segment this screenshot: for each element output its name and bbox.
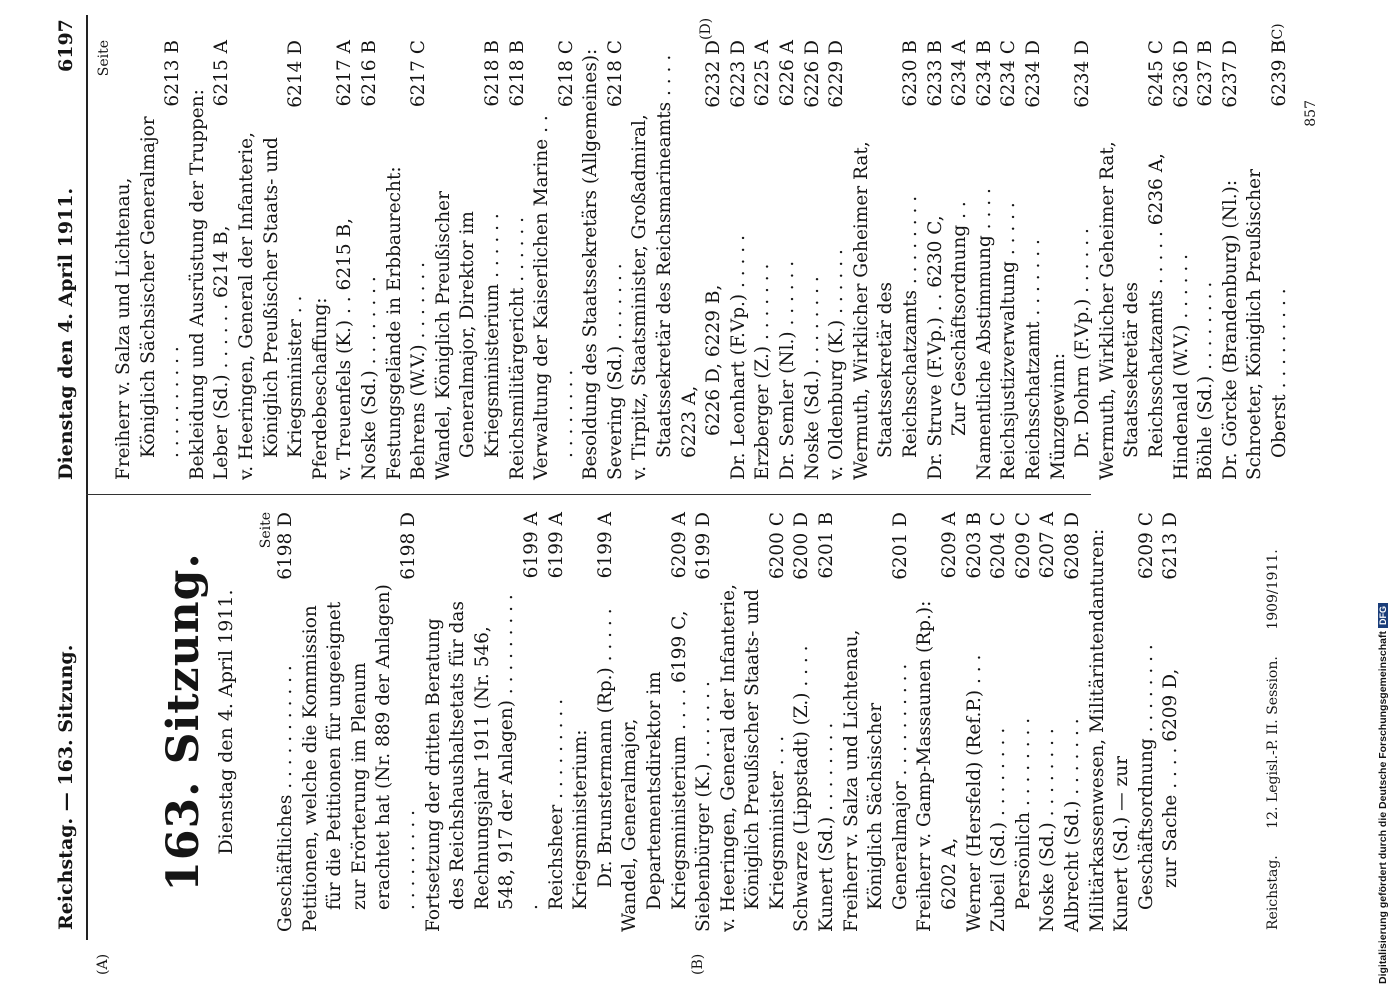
- index-entry: [825, 40, 850, 480]
- entry-text: Behrens (W.V.) . . . . . . .: [408, 262, 430, 480]
- entry-text: Dr. Leonhart (F.Vp.) . . . . .: [727, 235, 749, 480]
- index-entry: [1036, 512, 1061, 932]
- entry-text: Siebenbürger (K.) . . . . . . .: [693, 681, 715, 932]
- margin-a: (A): [95, 953, 111, 975]
- entry-text: Wandel, Königlich Preußischer Generalmajor, Direktor im Kriegsministerium . . . . . .: [432, 191, 503, 480]
- entry-page-ref: 6217 C: [408, 40, 430, 108]
- entry-text: Dr. Semler (Nl.) . . . . . .: [777, 260, 799, 480]
- index-entry: [948, 40, 973, 480]
- index-entry: [973, 40, 998, 480]
- footer-left: Reichstag.: [1265, 855, 1281, 930]
- entry-page-ref: 6213 D: [1160, 512, 1182, 580]
- entry-text: Noske (Sd.) . . . . . . . .: [358, 276, 380, 480]
- index-entry: [186, 40, 211, 480]
- entry-page-ref: 6237 B: [1195, 40, 1217, 107]
- index-entry: [235, 40, 309, 480]
- entry-text: Dr. Dohrn (F.Vp.) . . . . . .: [1072, 228, 1094, 458]
- entry-page-ref: 6200 D: [791, 512, 813, 580]
- index-entry: [1096, 40, 1170, 480]
- seite-label-right: Seite: [96, 40, 112, 77]
- index-entry: [1110, 512, 1159, 932]
- entry-text: Wermuth, Wirklicher Geheimer Rat, Staatssekretär des Reichsschatzamts . . . . . 6236 A,: [1096, 141, 1167, 480]
- entry-page-ref: 6218 B: [506, 40, 528, 107]
- entry-page-ref: 6229 D: [826, 40, 848, 108]
- footer-right: 1909/1911.: [1265, 549, 1281, 630]
- entry-text: Bekleidung und Ausrüstung der Truppen:: [186, 89, 208, 480]
- index-entry: [1022, 40, 1047, 480]
- index-entry: [530, 40, 579, 480]
- entry-page-ref: 6217 A: [334, 40, 356, 107]
- index-entry: [1159, 512, 1184, 932]
- index-entry: [924, 40, 949, 480]
- entry-text: Böhle (Sd.) . . . . . . . .: [1195, 281, 1217, 480]
- entry-page-ref: 6223 D: [727, 40, 749, 108]
- entry-text: v. Tirpitz, Staatsminister, Großadmiral, Staatssekretär des Reichsmarineamts . . . . 6223 A,: [629, 54, 700, 480]
- entry-page-ref: 6208 D: [1062, 512, 1083, 580]
- entry-text: zur Sache . . . . 6209 D,: [1160, 668, 1182, 888]
- entry-text: Geschäftliches . . . . . . . . . . .: [275, 665, 296, 932]
- index-entry: [1170, 40, 1195, 480]
- seite-label: Seite: [258, 512, 274, 549]
- index-entry: [801, 40, 826, 480]
- entry-text: Schwarze (Lippstadt) (Z.) . . . .: [791, 645, 813, 932]
- index-entry: [963, 512, 988, 932]
- index-entry: [1194, 40, 1219, 480]
- entry-page-ref: 6214 D: [285, 40, 307, 108]
- entry-page-ref: 6226 A: [777, 40, 799, 107]
- header-rule: [86, 15, 88, 940]
- index-entry: [383, 40, 408, 480]
- index-entry: [628, 40, 702, 480]
- session-title: 163. Sitzung.: [158, 552, 209, 892]
- entry-text: Kunert (Sd.) . . . . . . . .: [816, 722, 838, 932]
- entry-text: Zur Geschäftsordnung . .: [949, 201, 971, 436]
- entry-text: Albrecht (Sd.) . . . . . . .: [1062, 718, 1083, 932]
- entry-page-ref: 6199 D: [693, 512, 715, 580]
- dfg-logo: DFG: [1378, 603, 1388, 628]
- index-entry: [422, 512, 545, 932]
- entry-text: Pferdebeschaffung:: [309, 297, 331, 480]
- entry-text: Verwaltung der Kaiserlichen Marine . . . . . . . . . .: [531, 115, 577, 480]
- entry-page-ref: 6198 D: [397, 512, 419, 580]
- index-entry: [790, 512, 815, 932]
- entry-page-ref: 6201 B: [816, 512, 838, 579]
- index-entry: [210, 40, 235, 480]
- index-entry: [1243, 40, 1292, 480]
- index-entry: [702, 40, 727, 480]
- index-entry: [987, 512, 1012, 932]
- header-center: Dienstag den 4. April 1911.: [55, 187, 77, 480]
- footer-middle: 12. Legisl.-P. II. Session.: [1265, 656, 1281, 829]
- entry-page-ref: 6199 A: [520, 512, 542, 579]
- entry-text: Dr. Struve (F.Vp.) . . 6230 C,: [924, 215, 946, 480]
- index-entry: [717, 512, 791, 932]
- entry-page-ref: 6234 D: [1022, 40, 1044, 108]
- index-entry: [997, 40, 1022, 480]
- index-entry: [569, 512, 594, 932]
- entry-text: Leber (Sd.) . . . . . . 6214 B,: [211, 225, 233, 480]
- entry-page-ref: 6200 C: [766, 512, 788, 580]
- index-entry: [751, 40, 776, 480]
- entry-text: Freiherr v. Gamp-Massaunen (Rp.): 6202 A,: [914, 600, 961, 932]
- index-entry: [815, 512, 840, 932]
- index-entry: [112, 40, 186, 480]
- running-header: [55, 0, 83, 1000]
- entry-page-ref: 6239 B: [1268, 40, 1290, 107]
- right-entry-list: [112, 40, 1293, 480]
- entry-page-ref: 6218 C: [604, 40, 626, 108]
- entry-page-ref: 6234 B: [973, 40, 995, 107]
- entry-page-ref: 6234 D: [1072, 40, 1094, 108]
- entry-text: Münzgewinn:: [1047, 352, 1069, 480]
- session-date: Dienstag den 4. April 1911.: [215, 589, 237, 855]
- entry-page-ref: 6234 A: [949, 40, 971, 107]
- index-entry: [604, 40, 629, 480]
- left-column: [96, 512, 1184, 932]
- index-entry: [299, 512, 422, 932]
- entry-text: Noske (Sd.) . . . . . . . .: [1037, 728, 1059, 932]
- entry-text: v. Heeringen, General der Infanterie, Königlich Preußischer Staats- und Kriegsminister . .: [235, 132, 307, 480]
- entry-page-ref: 6233 B: [924, 40, 946, 107]
- entry-page-ref: 6216 B: [358, 40, 380, 107]
- entry-page-ref: 6234 C: [998, 40, 1020, 108]
- funding-note: [1377, 603, 1389, 984]
- entry-text: Reichsheer . . . . . . . . .: [545, 698, 567, 910]
- entry-text: Fortsetzung der dritten Beratung des Reichshaushaltsetats für das Rechnungsjahr 1911 (Nr. 546, 548, 917 der Anlagen) . . . . . . . . . .: [422, 594, 542, 932]
- left-entry-list: [274, 512, 1184, 932]
- entry-page-ref: 6213 B: [162, 40, 184, 107]
- index-entry: [1061, 512, 1086, 932]
- index-entry: [692, 512, 717, 932]
- index-entry: [913, 512, 962, 932]
- index-entry: [274, 512, 299, 932]
- right-column: [96, 40, 1323, 480]
- index-entry: [618, 512, 692, 932]
- entry-text: Festungsgelände in Erbbaurecht:: [383, 166, 405, 480]
- index-entry: [1071, 40, 1096, 480]
- entry-text: Noske (Sd.) . . . . . . . .: [801, 276, 823, 480]
- entry-text: Militärkassenwesen, Militärintendanturen:: [1086, 528, 1108, 932]
- entry-page-ref: 6209 C: [1135, 512, 1157, 580]
- footer: [1265, 500, 1281, 930]
- entry-text: Dr. Brunstermann (Rp.) . . . . .: [594, 608, 616, 888]
- margin-d: (D): [698, 17, 714, 40]
- margin-c: (C): [1270, 23, 1286, 45]
- entry-text: Reichsjustizverwaltung . . . . .: [998, 202, 1020, 480]
- index-entry: [727, 40, 752, 480]
- header-left: Reichstag. — 163. Sitzung.: [55, 644, 77, 930]
- index-entry: [776, 40, 801, 480]
- index-entry: [358, 40, 383, 480]
- entry-page-ref: 6226 D: [801, 40, 823, 108]
- entry-text: Erzberger (Z.) . . . . . . .: [752, 263, 774, 480]
- index-entry: [850, 40, 924, 480]
- entry-page-ref: 6225 A: [752, 40, 774, 107]
- entry-page-ref: 6209 A: [668, 512, 690, 579]
- entry-page-ref: 6198 D: [275, 512, 296, 580]
- margin-b: (B): [690, 953, 706, 975]
- entry-page-ref: 6207 A: [1037, 512, 1059, 579]
- entry-text: Reichsmilitärgericht . . . . . .: [506, 217, 528, 480]
- entry-text: v. Oldenburg (K.) . . . . . .: [826, 249, 848, 480]
- index-entry: [333, 40, 358, 480]
- entry-text: Reichsschatzamt . . . . . . .: [1022, 239, 1044, 480]
- entry-page-ref: 6237 D: [1219, 40, 1241, 108]
- index-entry: [579, 40, 604, 480]
- entry-text: Freiherr v. Salza und Lichtenau, Königlich Sächsischer Generalmajor . . . . . . . . . .: [113, 116, 184, 480]
- entry-page-ref: 6218 C: [555, 40, 577, 108]
- entry-text: Dr. Görcke (Brandenburg) (Nl.):: [1219, 179, 1241, 480]
- entry-text: Besoldung des Staatssekretärs (Allgemeines):: [580, 48, 602, 480]
- index-entry: [1012, 512, 1037, 932]
- entry-page-ref: 6209 A: [939, 512, 961, 579]
- entry-text: Zubeil (Sd.) . . . . . . . .: [988, 727, 1010, 932]
- entry-page-ref: 6215 A: [211, 40, 233, 107]
- entry-text: Severing (Sd.) . . . . . . .: [604, 263, 626, 480]
- column-divider: [86, 494, 1091, 495]
- entry-text: Kriegsministerium:: [570, 729, 592, 910]
- page-number: 6197: [55, 19, 77, 72]
- entry-text: v. Treuenfels (K.) . . 6215 B,: [334, 218, 356, 480]
- entry-page-ref: 6204 C: [988, 512, 1010, 580]
- entry-page-ref: 6201 D: [889, 512, 911, 580]
- entry-page-ref: 6209 C: [1012, 512, 1034, 580]
- entry-text: Petitionen, welche die Kommission für die Petitionen für ungeeignet zur Erörterung im Plenum erachtet hat (Nr. 889 der Anlagen) . . . . . . . . .: [299, 584, 419, 932]
- entry-page-ref: 6199 A: [545, 512, 567, 579]
- index-entry: [840, 512, 914, 932]
- entry-text: Hindenald (W.V.) . . . . . .: [1170, 253, 1192, 480]
- entry-page-ref: 6236 D: [1170, 40, 1192, 108]
- index-entry: [1219, 40, 1244, 480]
- index-entry: [506, 40, 531, 480]
- digitization-sidebar: [1355, 0, 1389, 1000]
- entry-text: 6226 D, 6229 B,: [703, 284, 725, 436]
- entry-text: Schroeter, Königlich Preußischer Oberst . . . . . . . . .: [1244, 169, 1290, 480]
- entry-text: Persönlich . . . . . . . .: [1012, 717, 1034, 910]
- entry-text: Namentliche Abstimmung . . . .: [973, 188, 995, 480]
- entry-text: Werner (Hersfeld) (Ref.P.) . . .: [963, 654, 985, 932]
- index-entry: [432, 40, 506, 480]
- entry-page-ref: 6230 B: [900, 40, 921, 107]
- index-entry: [309, 40, 334, 480]
- entry-page-ref: 6199 A: [594, 512, 616, 579]
- index-entry: [545, 512, 570, 932]
- entry-page-ref: 6232 D: [703, 40, 725, 108]
- index-entry: [1047, 40, 1072, 480]
- entry-page-ref: 6218 B: [481, 40, 503, 107]
- funding-text: Digitalisierung gefördert durch die Deutsche Forschungsgemeinschaft: [1377, 631, 1389, 984]
- index-entry: [1086, 512, 1111, 932]
- entry-text: Wermuth, Wirklicher Geheimer Rat, Staatssekretär des Reichsschatzamts . . . . . . . .: [850, 141, 921, 480]
- entry-text: Kunert (Sd.) — zur Geschäftsordnung . . . . . . . .: [1111, 644, 1157, 932]
- entry-text: Wandel, Generalmajor, Departementsdirektor im Kriegsministerium . . . . 6199 C,: [619, 610, 690, 932]
- index-entry: [407, 40, 432, 480]
- entry-page-ref: 6245 C: [1145, 40, 1167, 108]
- signature-mark: 857: [1302, 100, 1319, 127]
- entry-text: Freiherr v. Salza und Lichtenau, Königlich Sächsischer Generalmajor . . . . . . . . . .: [840, 629, 911, 932]
- index-entry: [594, 512, 619, 932]
- entry-text: v. Heeringen, General der Infanterie, Königlich Preußischer Staats- und Kriegsminister . . .: [717, 584, 788, 932]
- entry-page-ref: 6203 B: [963, 512, 985, 579]
